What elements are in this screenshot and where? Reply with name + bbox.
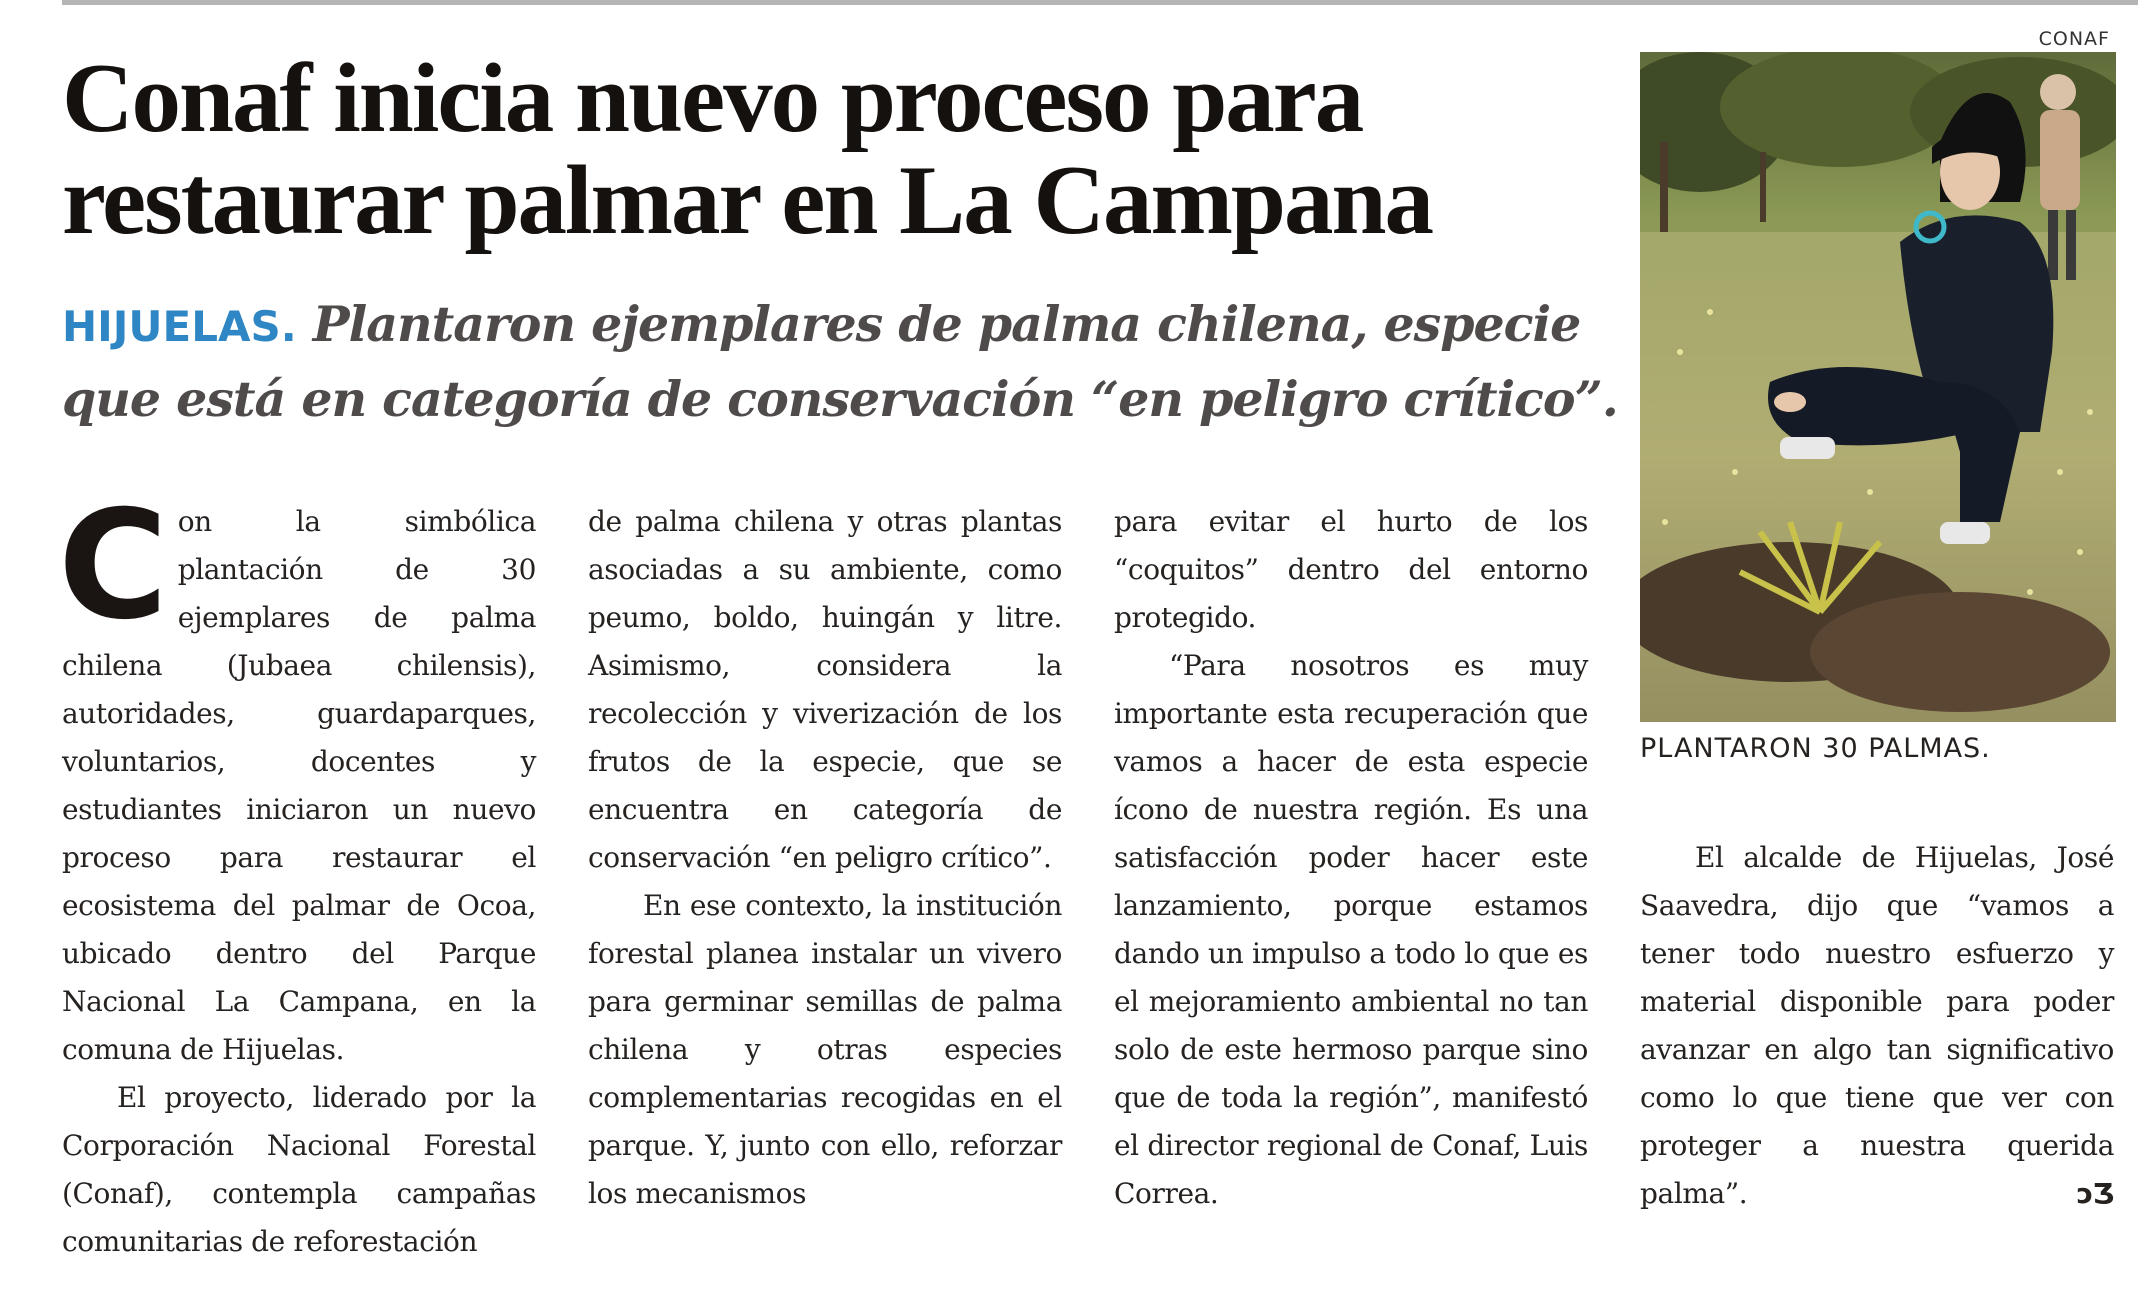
drop-cap: C <box>58 479 168 653</box>
news-photo <box>1640 52 2116 722</box>
body-paragraph: para evitar el hurto de los “coquitos” dentro del entorno protegido. <box>1114 505 1588 634</box>
body-column-4 <box>1640 834 2114 1218</box>
body-paragraph: Con la simbólica plantación de 30 ejemplares de palma chilena (Jubaea chilensis), autoridades, guardaparques, voluntarios, docentes y estudiantes iniciaron un nuevo proceso para restaurar el ecosistema del palmar de Ocoa, ubicado dentro del Parque Nacional La Campana, en la comuna de Hijuelas. <box>58 479 536 1066</box>
deck-text: Plantaron ejemplares de palma chilena, especie que está en categoría de conservación “en peligro crítico”. <box>62 295 1618 428</box>
body-paragraph: El alcalde de Hijuelas, José Saavedra, dijo que “vamos a tener todo nuestro esfuerzo y material disponible para poder avanzar en algo tan significativo como lo que tiene que ver con proteger a nuestra querida palma”. ↄƷ <box>1640 834 2114 1218</box>
top-rule <box>62 0 2138 5</box>
kicker: HIJUELAS. <box>62 302 297 351</box>
body-column-3 <box>1114 498 1588 1218</box>
photo-caption: PLANTARON 30 PALMAS. <box>1640 733 1991 764</box>
body-column-1 <box>58 479 536 1266</box>
body-column-2 <box>588 498 1062 1218</box>
body-paragraph: “Para nosotros es muy importante esta recuperación que vamos a hacer de esta especie ícono de nuestra región. Es una satisfacción poder hacer este lanzamiento, porque estamos dando un impulso a todo lo que es el mejoramiento ambiental no tan solo de este hermoso parque sino que de toda la región”, manifestó el director regional de Conaf, Luis Correa. <box>1114 649 1588 1210</box>
deck <box>62 288 1622 435</box>
body-paragraph: de palma chilena y otras plantas asociadas a su ambiente, como peumo, boldo, huingán y litre. Asimismo, considera la recolección y viverización de los frutos de la especie, que se encuentra en categoría de conservación “en peligro crítico”. <box>588 505 1062 874</box>
body-paragraph: El proyecto, liderado por la Corporación Nacional Forestal (Conaf), contempla campañas comunitarias de reforestación <box>62 1081 536 1258</box>
end-mark-icon: ↄƷ <box>2076 1177 2114 1210</box>
planting-photo-illustration <box>1640 52 2116 722</box>
headline: Conaf inicia nuevo proceso para restaurar palmar en La Campana <box>62 44 1433 255</box>
photo-credit: CONAF <box>2038 28 2110 50</box>
body-paragraph: En ese contexto, la institución forestal planea instalar un vivero para germinar semillas de palma chilena y otras especies complementarias recogidas en el parque. Y, junto con ello, reforzar los mecanismos <box>588 889 1062 1210</box>
